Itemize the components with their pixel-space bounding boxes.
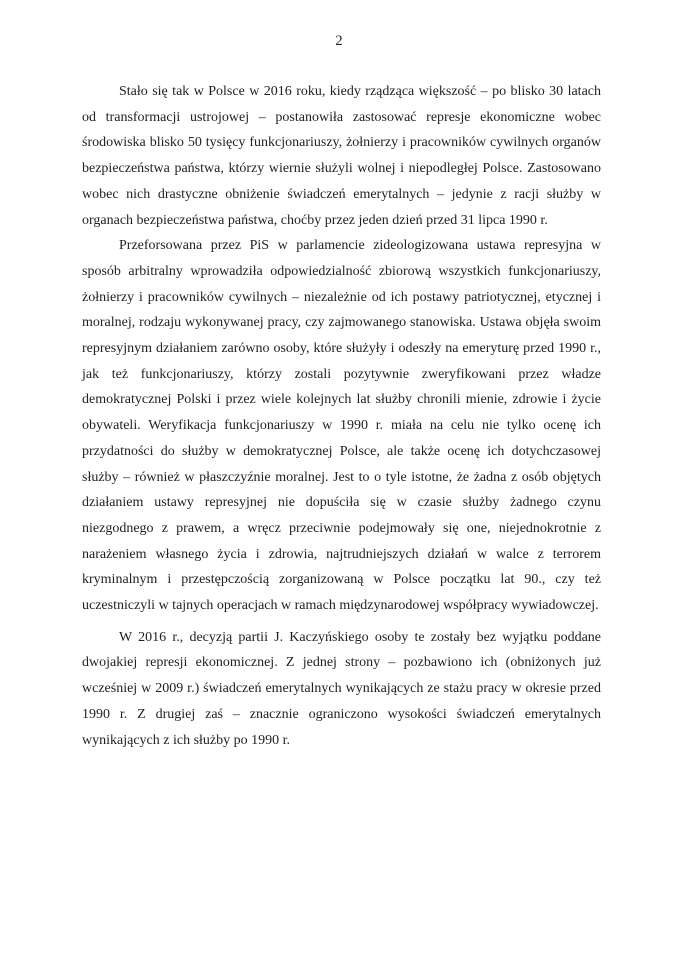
paragraph-1: Stało się tak w Polsce w 2016 roku, kiedy rządząca większość – po blisko 30 latach od transformacji ustrojowej – postanowiła zastosować represje ekonomiczne wobec środowiska blisko 50 tysięcy funkcjonariuszy, żołnierzy i pracowników cywilnych organów bezpieczeństwa państwa, którzy wiernie służyli wolnej i niepodległej Polsce. Zastosowano wobec nich drastyczne obniżenie świadczeń emerytalnych – jedynie z racji służby w organach bezpieczeństwa państwa, choćby przez jeden dzień przed 31 lipca 1990 r. — [82, 84, 601, 228]
paragraph-3: W 2016 r., decyzją partii J. Kaczyńskiego osoby te zostały bez wyjątku poddane dwojakiej represji ekonomicznej. Z jednej strony – pozbawiono ich (obniżonych już wcześniej w 2009 r.) świadczeń emerytalnych wynikających ze stażu pracy w okresie przed 1990 r. Z drugiej zaś – znacznie ograniczono wysokości świadczeń emerytalnych wynikających z ich służby po 1990 r. — [82, 629, 601, 748]
paragraph-2: Przeforsowana przez PiS w parlamencie zideologizowana ustawa represyjna w sposób arbitralny wprowadziła odpowiedzialność zbiorową wszystkich funkcjonariuszy, żołnierzy i pracowników cywilnych – niezależnie od ich postawy patriotycznej, etycznej i moralnej, rodzaju wykonywanej pracy, czy zajmowanego stanowiska. Ustawa objęła swoim represyjnym działaniem zarówno osoby, które służyły i odeszły na emeryturę przed 1990 r., jak też funkcjonariuszy, którzy zostali pozytywnie zweryfikowani przez władze demokratycznej Polski i przez wiele kolejnych lat służby chronili mienie, zdrowie i życie obywateli. Weryfikacja funkcjonariuszy w 1990 r. miała na celu nie tylko ocenę ich przydatności do służby w demokratycznej Polsce, ale także ocenę ich dotychczasowej służby – również w płaszczyźnie moralnej. Jest to o tyle istotne, że żadna z osób objętych działaniem ustawy represyjnej nie dopuściła się w czasie służby żadnego czynu niezgodnego z prawem, a wręcz przeciwnie podejmowały się one, niejednokrotnie z narażeniem własnego życia i zdrowia, najtrudniejszych działań w walce z terrorem kryminalnym i przestępczością zorganizowaną w Polsce początku lat 90., czy też uczestniczyli w tajnych operacjach w ramach międzynarodowej współpracy wywiadowczej. — [82, 238, 601, 614]
page-number: 2 — [335, 33, 343, 49]
document-body — [82, 79, 601, 753]
